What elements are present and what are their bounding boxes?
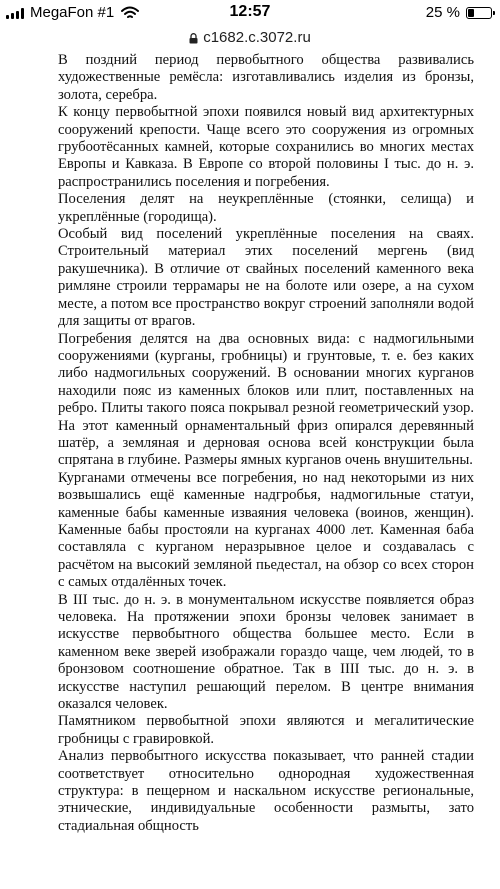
status-time: 12:57 <box>229 3 271 20</box>
battery-icon <box>466 7 492 19</box>
status-bar <box>0 0 500 26</box>
status-right <box>426 4 492 21</box>
address-bar[interactable] <box>0 26 500 48</box>
lock-icon <box>189 33 198 44</box>
article-paragraph: Особый вид поселений укреплённые поселения на сваях. Строительный материал этих поселений мергень (вид ракушечника). В отличие от свайных поселений каменного века римляне строили террамары не на болоте или озере, а на сухом месте, а потом все пространство вокруг строений заполняли водой для защиты от врагов. <box>58 226 474 330</box>
url-text: c1682.c.3072.ru <box>203 28 311 46</box>
article-paragraph: Памятником первобытной эпохи являются и мегалитические гробницы с гравировкой. <box>58 713 474 747</box>
article-paragraph: Анализ первобытного искусства показывает, что ранней стадии соответствует относительно однородная художественная структура: в пещерном и наскальном искусстве региональные, этнические, индивидуальные особенности размыты, зато стадиальная общность <box>58 748 474 834</box>
article-paragraph: В поздний период первобытного общества развивались художественные ремёсла: изготавливались изделия из бронзы, золота, серебра. <box>58 52 474 103</box>
carrier-name: MegaFon #1 <box>30 4 115 21</box>
battery-percent: 25 % <box>425 4 460 21</box>
article-paragraph: Курганами отмечены все погребения, но над некоторыми из них возвышались ещё каменные надгробья, надмогильные статуи, каменные бабы каменные изваяния человека (воинов, женщин). Каменные бабы простояли на курганах 4000 лет. Каменная баба составляла с курганом неразрывное целое и создавалась с расчётом на высокий земляной пьедестал, на обзор со всех сторон с самых отдалённых точек. <box>58 469 474 591</box>
article-content <box>0 48 500 835</box>
battery-fill <box>468 9 474 17</box>
article-paragraph: Погребения делятся на два основных вида: с надмогильными сооружениями (курганы, гробницы) и грунтовые, т. е. без каких либо надмогильных сооружений. В основании многих курганов находили пояс из каменных блоков или плит, поставленных на ребро. Плиты такого пояса покрывал резной геометрический узор. На этот каменный орнаментальный фриз опирался деревянный шатёр, а земляная и дерновая основа всей конструкции была спрятана в глубине. Размеры ямных курганов очень внушительны. <box>58 330 474 469</box>
article-paragraph: К концу первобытной эпохи появился новый вид архитектурных сооружений крепости. Чаще всего это сооружения из огромных грубоотёсанных камней, которые сохранились во многих местах Европы и Кавказа. В Европе со второй половины I тыс. до н. э. распространились поселения и погребения. <box>58 104 474 190</box>
article-paragraph: Поселения делят на неукреплённые (стоянки, селища) и укреплённые (городища). <box>58 191 474 225</box>
article-paragraph: В III тыс. до н. э. в монументальном искусстве появляется образ человека. На протяжении эпохи бронзы человек занимает в искусстве первобытного общества большее место. Если в каменном веке зверей изображали гораздо чаще, чем людей, то в бронзовом соотношение обратное. Так в IIII тыс. до н. э. в искусстве наступил решающий перелом. В центре внимания оказался человек. <box>58 591 474 713</box>
